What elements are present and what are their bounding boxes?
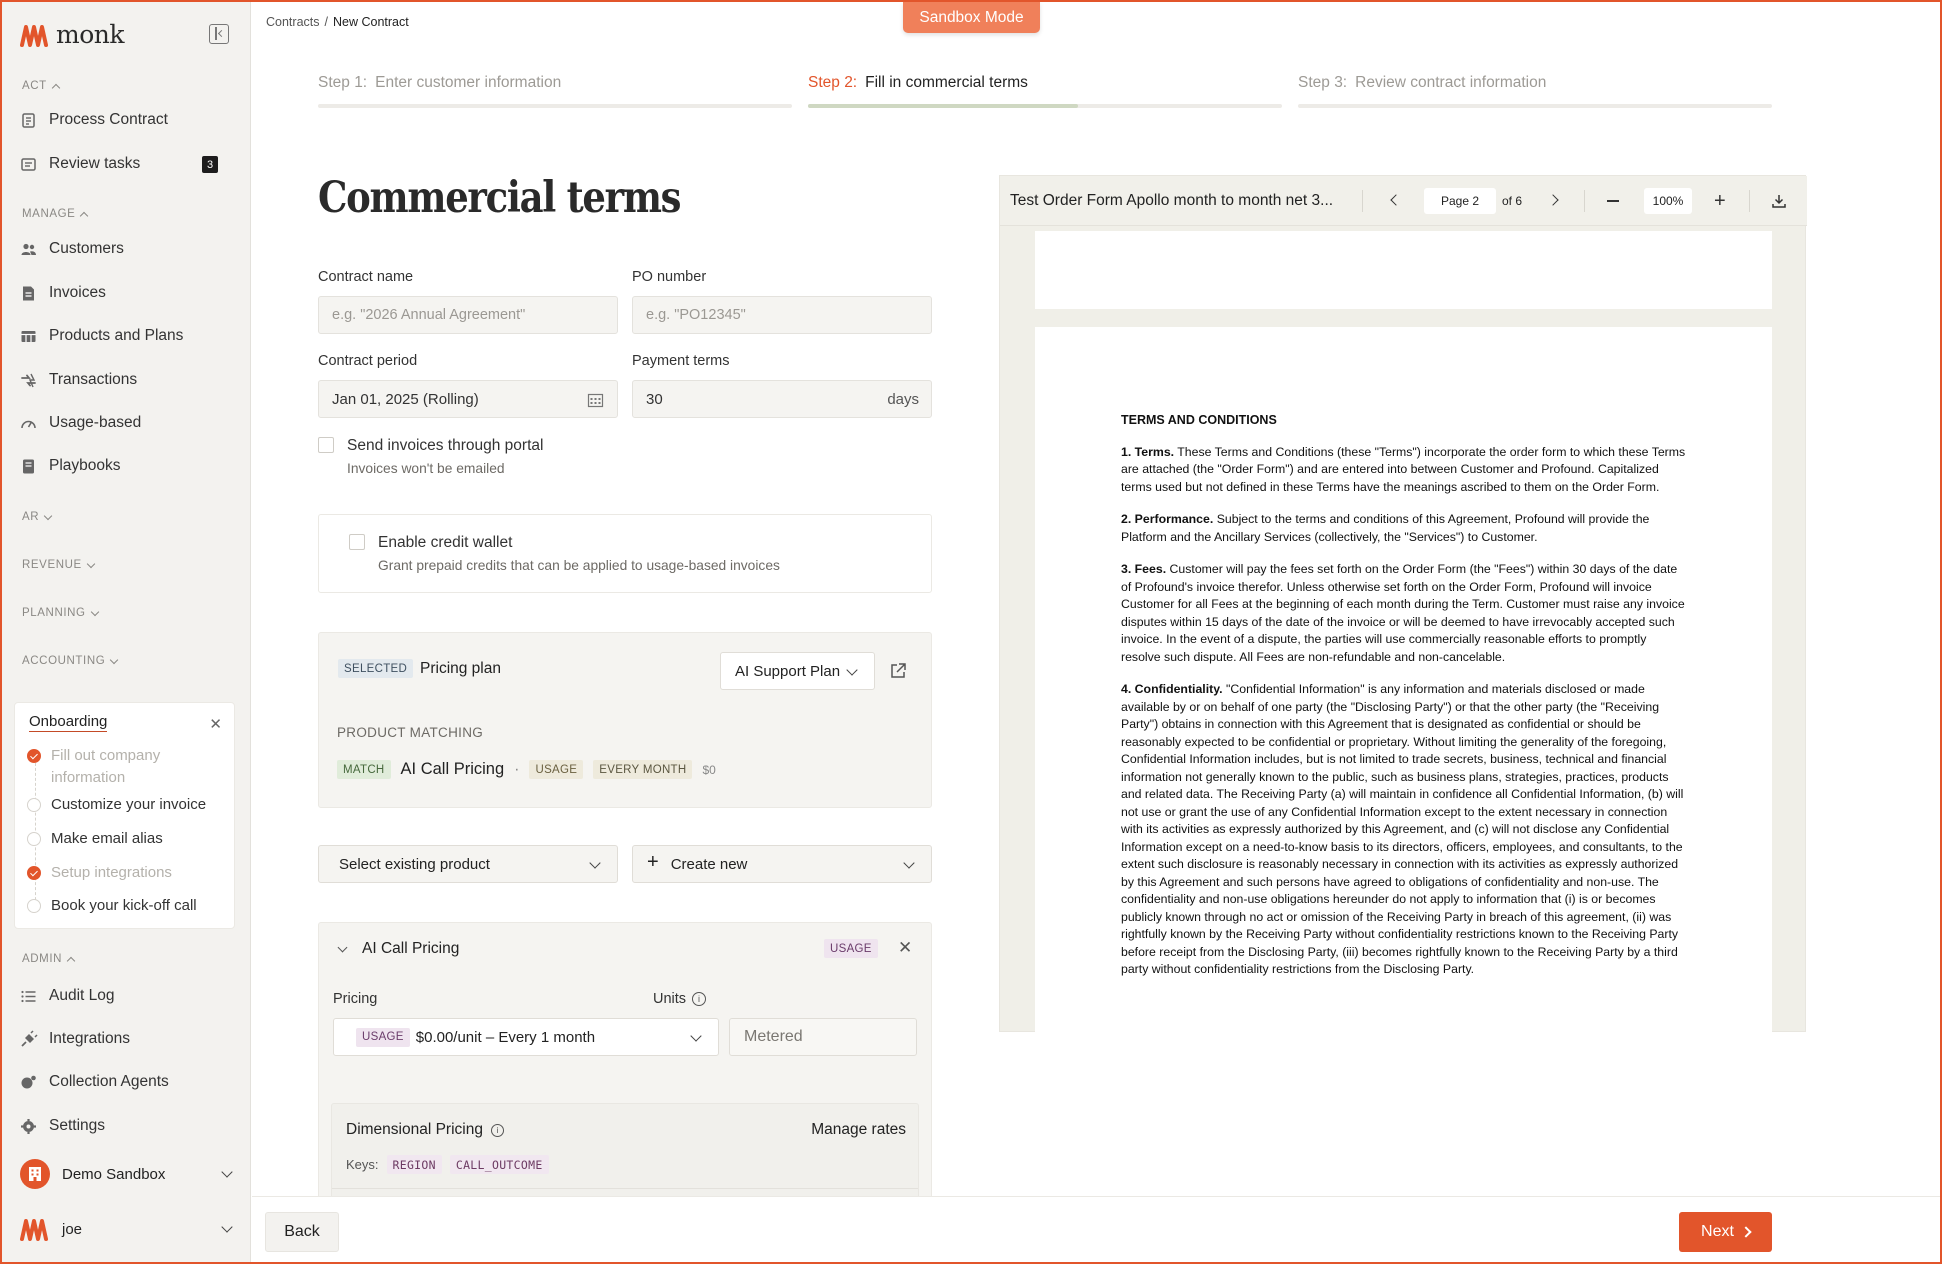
- pdf-page: [1035, 327, 1772, 1033]
- dimensional-pricing-header: [346, 1121, 504, 1139]
- pdf-paragraph-text: These Terms and Conditions (these "Terms") incorporate the order form to which these Terms are attached (the "Order Form") and are entered into between Customer and Profound. Capitalized terms used but not defined in these Terms have the meanings ascribed to them on the Order Form.: [1121, 444, 1686, 494]
- toolbar-divider: [1584, 190, 1585, 212]
- breadcrumb: [266, 15, 409, 29]
- users-icon: [20, 241, 37, 258]
- onboarding-step-label: Make email alias: [51, 830, 163, 847]
- sidebar-item-collection-agents[interactable]: [20, 1067, 235, 1097]
- circle-icon: [27, 798, 41, 812]
- sidebar-item-settings[interactable]: [20, 1111, 235, 1141]
- agent-icon: [20, 1074, 37, 1091]
- chevron-down-icon: [903, 857, 914, 868]
- section-ar-label: AR: [22, 511, 40, 523]
- sidebar-item-usage-based[interactable]: [20, 408, 235, 438]
- units-label-row: [653, 991, 706, 1007]
- step-1[interactable]: [318, 74, 792, 114]
- sidebar-item-process-contract[interactable]: [20, 105, 235, 135]
- sidebar-item-label: Audit Log: [49, 987, 115, 1004]
- info-icon[interactable]: i: [491, 1124, 504, 1137]
- select-existing-label: Select existing product: [339, 855, 490, 873]
- units-input[interactable]: [729, 1018, 917, 1056]
- contract-name-input[interactable]: e.g. "2026 Annual Agreement": [318, 296, 618, 334]
- matched-product-price: $0: [702, 762, 716, 777]
- onboarding-step-label: Book your kick-off call: [51, 897, 197, 914]
- key-badge: CALL_OUTCOME: [450, 1155, 549, 1174]
- sidebar-item-invoices[interactable]: [20, 278, 235, 308]
- dimension-keys: [346, 1155, 549, 1174]
- step-number: Step 2:: [808, 74, 858, 91]
- contract-icon: [20, 112, 37, 129]
- sidebar: [0, 0, 251, 1264]
- chevron-up-icon: [67, 956, 75, 964]
- page-title: Commercial terms: [318, 173, 681, 223]
- sidebar-item-review-tasks[interactable]: [20, 149, 235, 179]
- create-new-label: Create new: [670, 855, 748, 873]
- chevron-down-icon: [690, 1030, 701, 1041]
- download-icon[interactable]: [1772, 194, 1786, 208]
- close-icon[interactable]: ✕: [898, 938, 913, 957]
- breadcrumb-current: New Contract: [332, 15, 409, 29]
- logo[interactable]: [20, 20, 124, 49]
- transactions-icon: [20, 372, 37, 389]
- close-icon[interactable]: ✕: [209, 716, 222, 733]
- pdf-paragraph-lead: 4. Confidentiality.: [1121, 682, 1223, 696]
- onboarding-panel: [14, 702, 235, 929]
- pdf-paragraph-lead: 3. Fees.: [1121, 562, 1167, 576]
- section-act[interactable]: [22, 80, 59, 92]
- step-label: Enter customer information: [375, 74, 562, 91]
- sidebar-item-transactions[interactable]: [20, 365, 235, 395]
- pdf-viewer: [999, 175, 1806, 1032]
- contract-period-label: Contract period: [318, 353, 418, 369]
- matched-product-row: [337, 760, 716, 779]
- collapse-sidebar-icon[interactable]: [209, 24, 229, 44]
- separator-dot: ·: [514, 760, 520, 778]
- match-badge: MATCH: [337, 760, 391, 779]
- contract-period-input[interactable]: [318, 380, 618, 418]
- stepper: [318, 74, 1772, 114]
- sidebar-item-playbooks[interactable]: [20, 451, 235, 481]
- org-switcher[interactable]: [20, 1157, 235, 1191]
- pdf-page-previous: [1035, 231, 1772, 309]
- units-label: Units: [653, 991, 687, 1007]
- selected-badge: SELECTED: [338, 659, 413, 678]
- section-act-label: ACT: [22, 80, 47, 92]
- pdf-toolbar: [1000, 176, 1807, 226]
- pdf-paragraph-lead: 2. Performance.: [1121, 512, 1214, 526]
- product-card-title: AI Call Pricing: [362, 940, 460, 957]
- next-button[interactable]: [1679, 1212, 1772, 1252]
- chevron-up-icon: [52, 83, 60, 91]
- toolbar-divider: [1362, 190, 1363, 212]
- po-number-input[interactable]: e.g. "PO12345": [632, 296, 932, 334]
- step-number: Step 3:: [1298, 74, 1348, 91]
- section-accounting-label: ACCOUNTING: [22, 655, 106, 667]
- circle-icon: [27, 832, 41, 846]
- portal-checkbox-label: Send invoices through portal: [347, 437, 544, 454]
- section-admin[interactable]: [22, 953, 74, 965]
- step-progress: [1298, 104, 1772, 108]
- check-icon: [27, 749, 41, 763]
- dimensional-pricing-title: Dimensional Pricing: [346, 1121, 483, 1138]
- external-link-icon[interactable]: [889, 662, 907, 680]
- onboarding-step-label: Customize your invoice: [51, 796, 207, 813]
- sidebar-item-integrations[interactable]: [20, 1024, 235, 1054]
- onboarding-step[interactable]: [27, 828, 163, 850]
- onboarding-title[interactable]: Onboarding: [29, 713, 108, 730]
- footer-bar: [252, 1196, 1940, 1262]
- onboarding-step-label: Fill out company information: [51, 747, 161, 786]
- chevron-down-icon: [44, 511, 52, 519]
- chevron-down-icon: [221, 1166, 232, 1177]
- sandbox-mode-badge: Sandbox Mode: [903, 2, 1040, 33]
- portal-checkbox-row[interactable]: [318, 437, 543, 476]
- step-3[interactable]: [1298, 74, 1772, 114]
- matched-product-name: AI Call Pricing: [400, 760, 505, 778]
- pdf-paragraph: [1121, 681, 1689, 979]
- sidebar-item-label: Customers: [49, 240, 124, 257]
- breadcrumb-contracts[interactable]: Contracts: [266, 15, 320, 29]
- payment-terms-suffix: days: [887, 390, 919, 408]
- step-2[interactable]: [808, 74, 1282, 114]
- sidebar-item-label: Transactions: [49, 371, 138, 388]
- sidebar-item-audit-log[interactable]: [20, 981, 235, 1011]
- credit-wallet-box: [318, 514, 932, 593]
- onboarding-step[interactable]: [27, 745, 201, 789]
- gear-icon: [20, 1118, 37, 1135]
- calendar-icon: [588, 393, 603, 407]
- monk-logo-icon: [20, 23, 50, 47]
- credit-wallet-checkbox[interactable]: [349, 534, 365, 550]
- next-button-label: Next: [1701, 1223, 1734, 1240]
- payment-terms-label: Payment terms: [632, 353, 730, 369]
- book-icon: [20, 458, 37, 475]
- onboarding-step[interactable]: [27, 895, 197, 917]
- section-manage-label: MANAGE: [22, 208, 76, 220]
- sidebar-item-label: Collection Agents: [49, 1073, 169, 1090]
- credit-wallet-help: Grant prepaid credits that can be applied to usage-based invoices: [378, 558, 780, 573]
- pdf-paragraph: [1121, 511, 1689, 546]
- list-icon: [20, 988, 37, 1005]
- section-planning-label: PLANNING: [22, 607, 86, 619]
- payment-terms-value: 30: [646, 390, 663, 408]
- pricing-plan-label: Pricing plan: [420, 660, 501, 677]
- zoom-out-icon[interactable]: [1607, 200, 1619, 202]
- page-count: of 6: [1502, 194, 1523, 208]
- chevron-down-icon: [589, 857, 600, 868]
- product-matching-label: PRODUCT MATCHING: [337, 725, 484, 740]
- pricing-plan-box: [318, 632, 932, 808]
- step-progress-fill: [808, 104, 1078, 108]
- toolbar-divider: [1749, 190, 1750, 212]
- contract-name-label: Contract name: [318, 269, 414, 285]
- create-new-product[interactable]: [632, 845, 932, 883]
- section-planning[interactable]: [22, 607, 98, 619]
- section-ar[interactable]: [22, 511, 51, 523]
- sidebar-item-label: Integrations: [49, 1030, 130, 1047]
- onboarding-step[interactable]: [27, 862, 172, 884]
- info-icon[interactable]: i: [692, 992, 706, 1006]
- section-admin-label: ADMIN: [22, 953, 63, 965]
- zoom-in-icon[interactable]: +: [1714, 190, 1726, 212]
- chevron-down-icon: [110, 655, 118, 663]
- units-value: Metered: [744, 1028, 803, 1045]
- chevron-down-icon[interactable]: [338, 943, 348, 953]
- chevron-right-icon: [1740, 1226, 1751, 1237]
- sidebar-item-label: Products and Plans: [49, 327, 184, 344]
- check-icon: [27, 866, 41, 880]
- sidebar-item-label: Invoices: [49, 284, 106, 301]
- section-revenue-label: REVENUE: [22, 559, 82, 571]
- chevron-down-icon: [90, 607, 98, 615]
- pdf-heading: TERMS AND CONDITIONS: [1121, 413, 1277, 427]
- usage-badge: USAGE: [356, 1028, 410, 1047]
- sidebar-item-label: Review tasks: [49, 155, 141, 172]
- key-badge: REGION: [387, 1155, 442, 1174]
- contract-period-value: Jan 01, 2025 (Rolling): [332, 390, 479, 408]
- credit-wallet-row[interactable]: [349, 534, 780, 573]
- section-accounting[interactable]: [22, 655, 117, 667]
- divider: [332, 1188, 918, 1189]
- tasks-count-badge: 3: [202, 156, 218, 173]
- products-icon: [20, 328, 37, 345]
- prev-page-icon[interactable]: [1390, 194, 1401, 205]
- pricing-plan-select[interactable]: [720, 652, 875, 690]
- building-icon: [20, 1159, 50, 1189]
- onboarding-step[interactable]: [27, 794, 206, 816]
- pricing-plan-value: AI Support Plan: [735, 662, 841, 680]
- pricing-label: Pricing: [333, 991, 378, 1007]
- brand-name: monk: [56, 20, 125, 49]
- sidebar-item-products[interactable]: [20, 321, 235, 351]
- circle-icon: [27, 899, 41, 913]
- sidebar-item-label: Usage-based: [49, 414, 142, 431]
- chevron-down-icon: [221, 1221, 232, 1232]
- tasks-icon: [20, 156, 37, 173]
- section-manage[interactable]: [22, 208, 87, 220]
- credit-wallet-label: Enable credit wallet: [378, 534, 513, 551]
- sidebar-item-label: Playbooks: [49, 457, 121, 474]
- sidebar-item-label: Process Contract: [49, 111, 168, 128]
- section-revenue[interactable]: [22, 559, 94, 571]
- zoom-level[interactable]: 100%: [1644, 188, 1692, 214]
- step-progress: [808, 104, 1282, 108]
- page-number-input[interactable]: Page 2: [1424, 188, 1496, 214]
- plus-icon: +: [647, 851, 659, 873]
- user-avatar-icon: [20, 1217, 50, 1241]
- onboarding-step-label: Setup integrations: [51, 864, 172, 881]
- po-number-label: PO number: [632, 269, 707, 285]
- org-name: Demo Sandbox: [62, 1165, 166, 1183]
- user-name: joe: [62, 1220, 83, 1238]
- usage-badge: USAGE: [529, 760, 583, 779]
- sidebar-item-label: Settings: [49, 1117, 106, 1134]
- pricing-select[interactable]: [333, 1018, 719, 1056]
- breadcrumb-separator: /: [324, 15, 328, 29]
- product-card: [318, 922, 932, 1208]
- invoice-icon: [20, 285, 37, 302]
- select-existing-product[interactable]: [318, 845, 618, 883]
- pdf-paragraph: [1121, 444, 1689, 497]
- pdf-paragraph-text: "Confidential Information" is any information and materials disclosed or made available by or on behalf of one party (the "Disclosing Party") or that the other party (the "Receiving Party") obtains in connection with this Agreement that is designated as confidential or should be reasonably expected to be confidential or proprietary. Without limiting the generality of the foregoing, Confidential Information includes, but is not limited to trade secrets, business, technical and financial information not generally known to the public, such as business plans, strategies, practices, products and related data. The Receiving Party (a) will maintain in confidence all Confidential Information, (b) will not use or grant the use of any Confidential Information except to the extent necessary in connection with its activities as expressly authorized by this Agreement, and (c) will not disclose any Confidential Information except on a need-to-know basis to its directors, officers, employees, and consultants, to the extent such disclosure is reasonably necessary in connection with its activities as expressly authorized by this Agreement and such persons have agreed to obligations of confidentiality and non-use. The confidentiality and non-use obligations hereunder do not apply to information that (i) is or becomes publicly known through no act or omission of the Receiving Party in breach of this agreement, (ii) was rightfully known by the Receiving Party without confidentiality restrictions known to the Receiving Party before receipt from the Disclosing Party, (iii) becomes rightfully known to the Receiving Party by a third party without confidentiality restrictions from the Disclosing Party.: [1121, 682, 1684, 976]
- step-number: Step 1:: [318, 74, 368, 91]
- chevron-up-icon: [80, 211, 88, 219]
- pdf-title: Test Order Form Apollo month to month net 3...: [1010, 192, 1334, 209]
- user-switcher[interactable]: [20, 1212, 235, 1246]
- pricing-value: $0.00/unit – Every 1 month: [415, 1028, 596, 1046]
- keys-label: Keys:: [346, 1157, 379, 1172]
- chevron-down-icon: [846, 664, 857, 675]
- step-label: Fill in commercial terms: [865, 74, 1028, 91]
- chevron-down-icon: [87, 559, 95, 567]
- pdf-paragraph-text: Customer will pay the fees set forth on the Order Form (the "Fees") within 30 days of the date of Profound's invoice therefor. Unless otherwise set forth on the Order Form, Profound will invoice Customer for all Fees at the beginning of each month during the Term. Customer must raise any invoice disputes within 15 days of the date of the invoice or will be deemed to have irrevocably accepted such invoice. In the event of a dispute, the parties will use commercially reasonable efforts to promptly resolve such dispute. All Fees are non-refundable and non-cancelable.: [1121, 562, 1685, 664]
- step-label: Review contract information: [1355, 74, 1547, 91]
- manage-rates-link[interactable]: Manage rates: [811, 1121, 906, 1138]
- pdf-page-content: [1121, 412, 1689, 994]
- plug-icon: [20, 1031, 37, 1048]
- billing-period-badge: EVERY MONTH: [593, 760, 692, 779]
- usage-badge: USAGE: [824, 939, 878, 958]
- sidebar-item-customers[interactable]: [20, 234, 235, 264]
- payment-terms-input[interactable]: [632, 380, 932, 418]
- back-button[interactable]: Back: [265, 1212, 339, 1252]
- next-page-icon[interactable]: [1547, 194, 1558, 205]
- pdf-paragraph-text: Subject to the terms and conditions of this Agreement, Profound will provide the Platform and the Ancillary Services (collectively, the "Services") to Customer.: [1121, 512, 1650, 544]
- step-progress: [318, 104, 792, 108]
- pdf-paragraph: [1121, 561, 1689, 666]
- gauge-icon: [20, 415, 37, 432]
- portal-checkbox[interactable]: [318, 437, 334, 453]
- portal-checkbox-help: Invoices won't be emailed: [347, 461, 505, 476]
- pdf-paragraph-lead: 1. Terms.: [1121, 444, 1175, 459]
